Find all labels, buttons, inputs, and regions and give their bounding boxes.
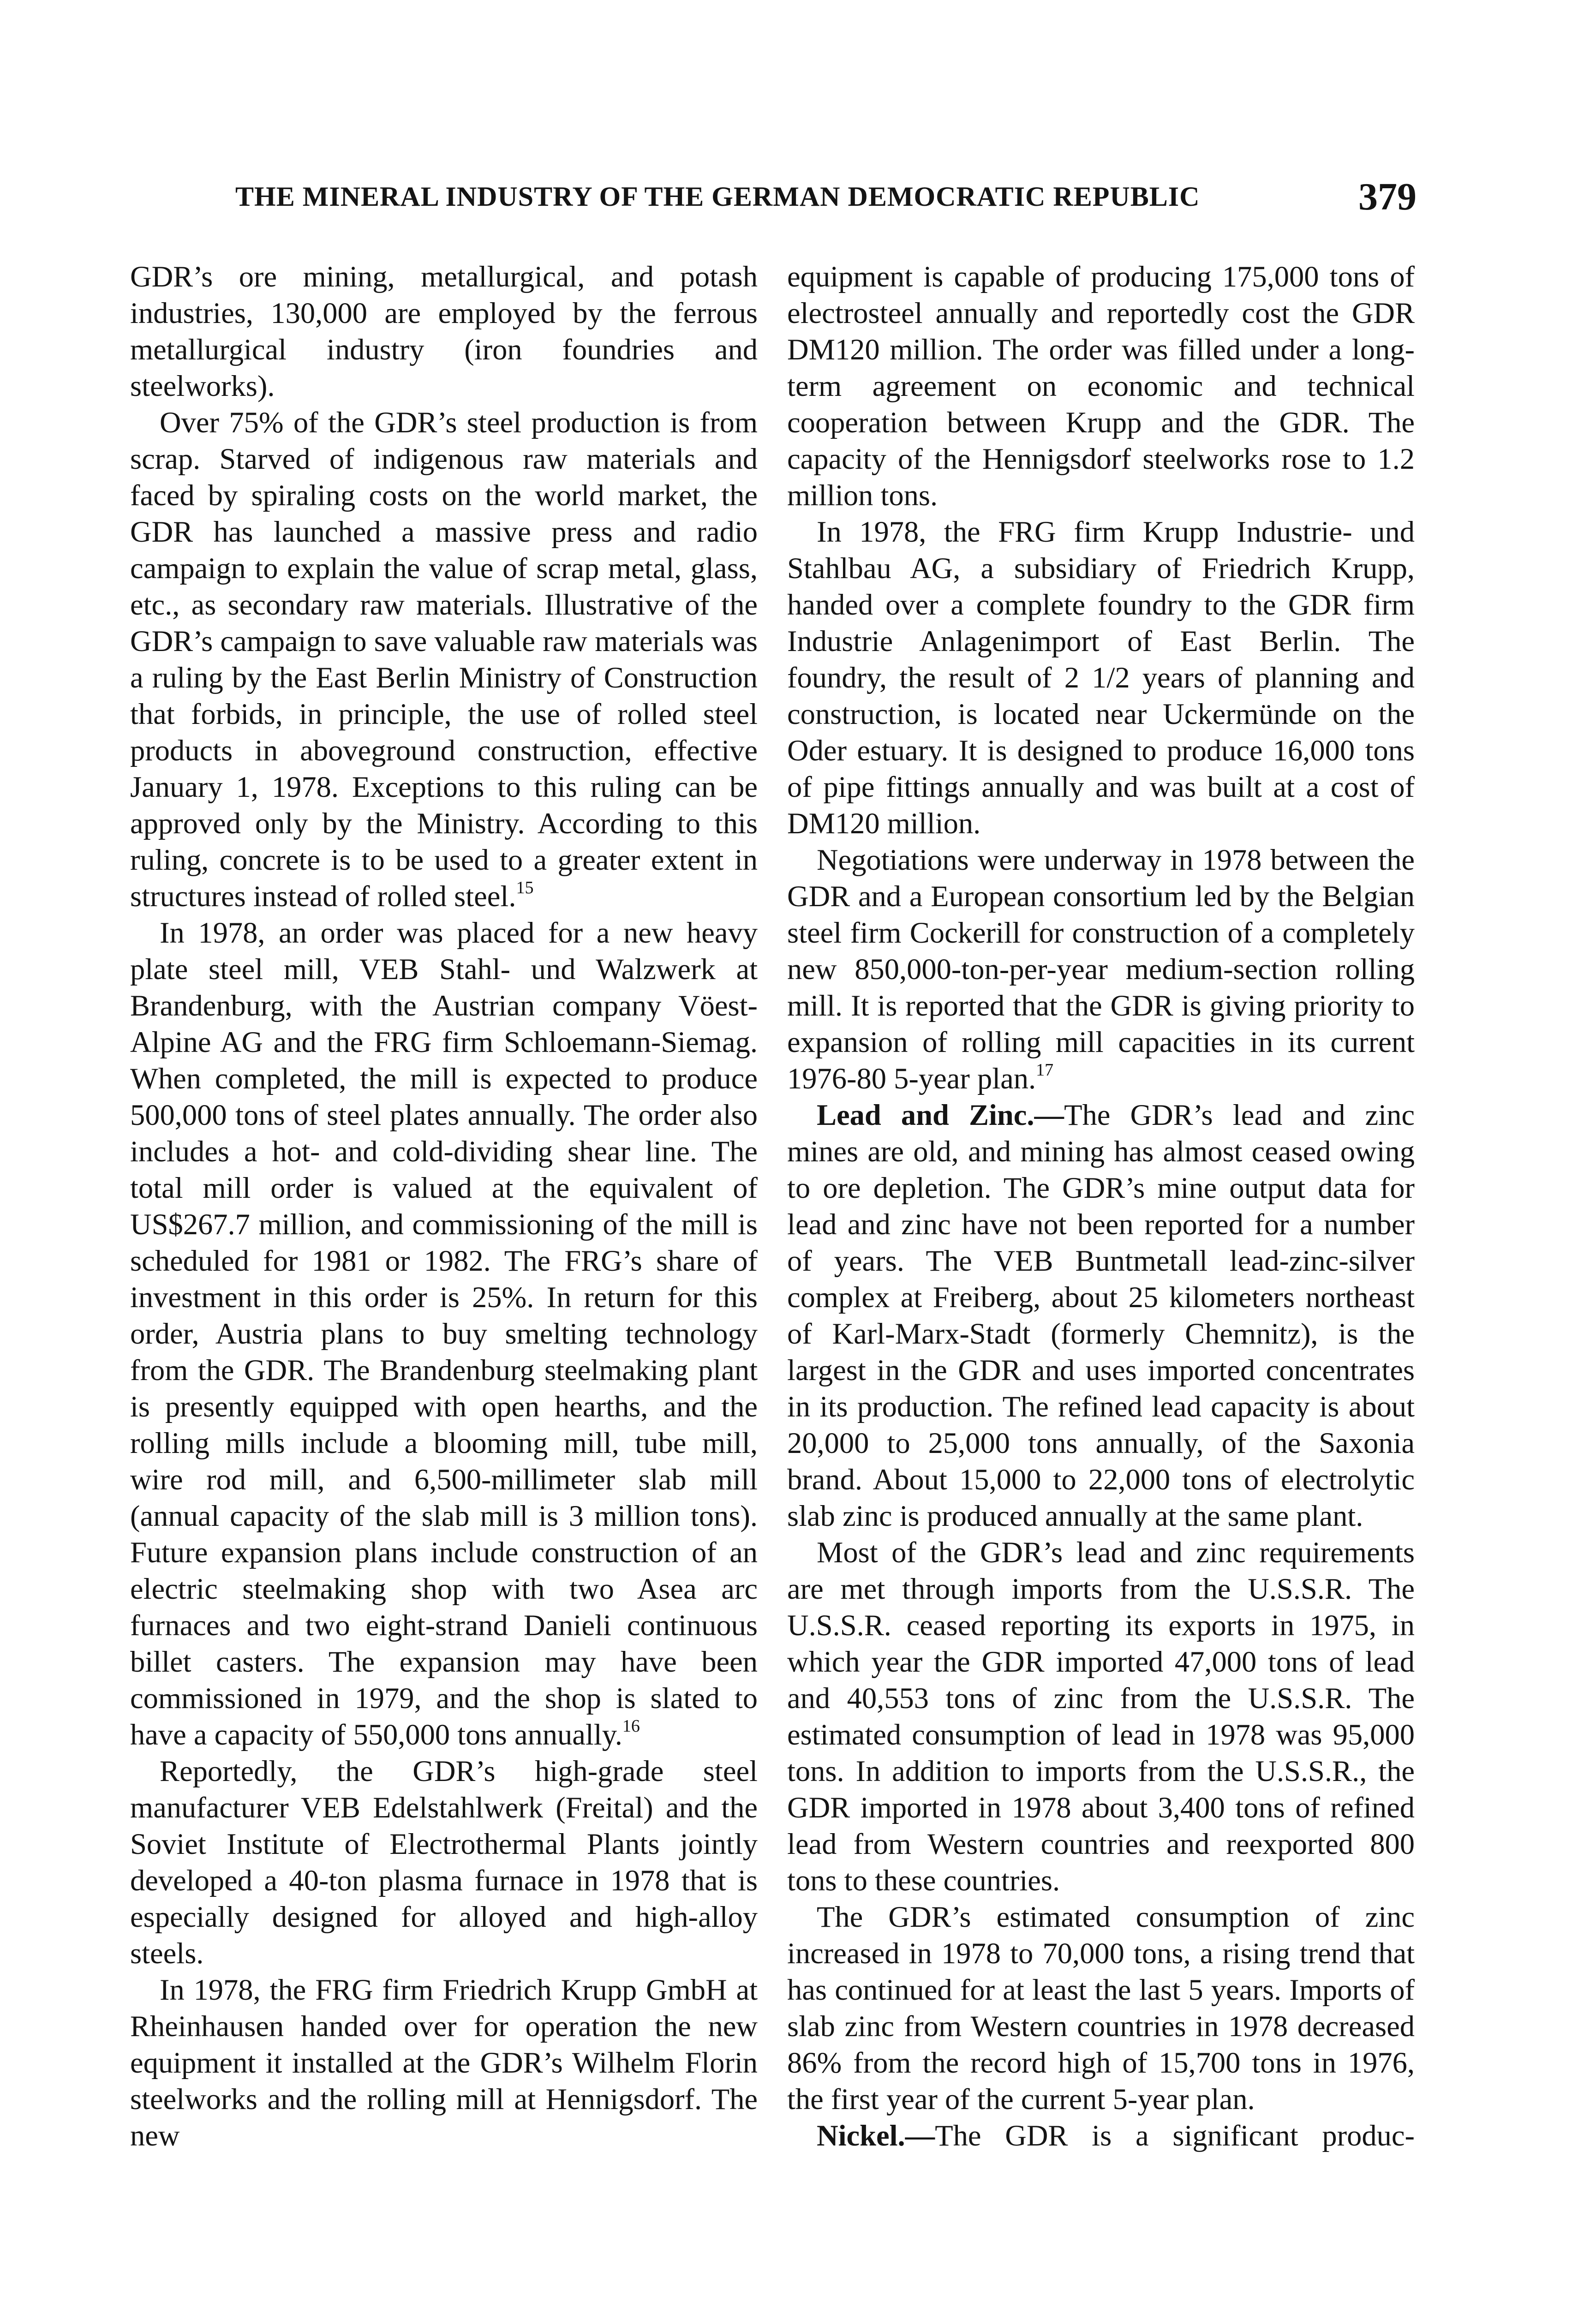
left-column bbox=[130, 258, 758, 2154]
paragraph-text: equipment is capable of producing 175,000 tons of electrosteel annually and reportedly cost the GDR DM120 million. The order was filled under a long-term agreement on economic and technical cooperation between Krupp and the GDR. The capacity of the Hennigsdorf steelworks rose to 1.2 million tons. bbox=[787, 260, 1415, 512]
section-heading: Nickel.— bbox=[817, 2119, 935, 2152]
paragraph-text: Reportedly, the GDR’s high-grade steel manufacturer VEB Edelstahlwerk (Freital) and the Soviet Institute of Electrothermal Plants jointly developed a 40-ton plasma furnace in 1978 that is especially designed for alloyed and high-alloy steels. bbox=[130, 1755, 758, 1970]
section-heading: Lead and Zinc.— bbox=[817, 1099, 1064, 1131]
paragraph bbox=[787, 1534, 1415, 1899]
paragraph bbox=[787, 1899, 1415, 2117]
paragraph-text: In 1978, the FRG firm Friedrich Krupp GmbH at Rheinhausen handed over for operation the new equipment it installed at the GDR’s Wilhelm Florin steelworks and the rolling mill at Hennigsdorf. The new bbox=[130, 1973, 758, 2152]
footnote-ref: 17 bbox=[1036, 1060, 1054, 1080]
paragraph bbox=[130, 404, 758, 914]
page-number: 379 bbox=[1358, 175, 1417, 218]
paragraph-text: Over 75% of the GDR’s steel production is from scrap. Starved of indigenous raw materials and faced by spiraling costs on the world market, the GDR has launched a massive press and radio campaign to explain the value of scrap metal, glass, etc., as secondary raw materials. Illustrative of the GDR’s campaign to save valuable raw materials was a ruling by the East Berlin Ministry of Construction that forbids, in principle, the use of rolled steel products in aboveground construction, effective January 1, 1978. Exceptions to this ruling can be approved only by the Ministry. According to this ruling, concrete is to be used to a greater extent in structures instead of rolled steel. bbox=[130, 406, 758, 913]
paragraph-text: GDR’s ore mining, metallurgical, and potash industries, 130,000 are employed by the ferrous metallurgical industry (iron foundries and steelworks). bbox=[130, 260, 758, 402]
paragraph-text: Most of the GDR’s lead and zinc requirements are met through imports from the U.S.S.R. The U.S.S.R. ceased reporting its exports in 1975, in which year the GDR imported 47,000 tons of lead and 40,553 tons of zinc from the U.S.S.R. The estimated consumption of lead in 1978 was 95,000 tons. In addition to imports from the U.S.S.R., the GDR imported in 1978 about 3,400 tons of refined lead from Western countries and reexported 800 tons to these countries. bbox=[787, 1536, 1415, 1897]
paragraph bbox=[787, 514, 1415, 842]
paragraph-text: In 1978, the FRG firm Krupp Industrie- und Stahlbau AG, a subsidiary of Friedrich Krupp, handed over a complete foundry to the GDR firm Industrie Anlagenimport of East Berlin. The foundry, the result of 2 1/2 years of planning and construction, is located near Uckermünde on the Oder estuary. It is designed to produce 16,000 tons of pipe fittings annually and was built at a cost of DM120 million. bbox=[787, 515, 1415, 840]
paragraph bbox=[130, 258, 758, 404]
running-title: THE MINERAL INDUSTRY OF THE GERMAN DEMOCRATIC REPUBLIC bbox=[235, 181, 1200, 212]
paragraph-text: The GDR’s lead and zinc mines are old, and mining has almost ceased owing to ore depletion. The GDR’s mine output data for lead and zinc have not been reported for a number of years. The VEB Buntmetall lead-zinc-silver complex at Freiberg, about 25 kilometers northeast of Karl-Marx-Stadt (formerly Chemnitz), is the largest in the GDR and uses imported concentrates in its production. The refined lead capacity is about 20,000 to 25,000 tons annually, of the Saxonia brand. About 15,000 to 22,000 tons of electrolytic slab zinc is produced annually at the same plant. bbox=[787, 1099, 1415, 1532]
paragraph bbox=[130, 1972, 758, 2154]
running-head bbox=[235, 174, 1417, 225]
paragraph-text: Negotiations were underway in 1978 between the GDR and a European consortium led by the Belgian steel firm Cockerill for construction of a completely new 850,000-ton-per-year medium-section rolling mill. It is reported that the GDR is giving priority to expansion of rolling mill capacities in its current 1976-80 5-year plan. bbox=[787, 843, 1415, 1095]
paragraph bbox=[787, 2117, 1415, 2154]
paragraph-text: The GDR’s estimated consumption of zinc increased in 1978 to 70,000 tons, a rising trend that has continued for at least the last 5 years. Imports of slab zinc from Western countries in 1978 decreased 86% from the record high of 15,700 tons in 1976, the first year of the current 5-year plan. bbox=[787, 1901, 1415, 2116]
paragraph bbox=[787, 258, 1415, 514]
footnote-ref: 16 bbox=[622, 1716, 640, 1736]
paragraph bbox=[787, 1097, 1415, 1534]
paragraph-text: The GDR is a significant produc- bbox=[935, 2119, 1415, 2152]
paragraph bbox=[130, 1753, 758, 1972]
paragraph bbox=[130, 914, 758, 1753]
paragraph-text: In 1978, an order was placed for a new heavy plate steel mill, VEB Stahl- und Walzwerk at Brandenburg, with the Austrian company Vöest-Alpine AG and the FRG firm Schloemann-Siemag. When completed, the mill is expected to produce 500,000 tons of steel plates annually. The order also includes a hot- and cold-dividing shear line. The total mill order is valued at the equivalent of US$267.7 million, and commissioning of the mill is scheduled for 1981 or 1982. The FRG’s share of investment in this order is 25%. In return for this order, Austria plans to buy smelting technology from the GDR. The Brandenburg steelmaking plant is presently equipped with open hearths, and the rolling mills include a blooming mill, tube mill, wire rod mill, and 6,500-millimeter slab mill (annual capacity of the slab mill is 3 million tons). Future expansion plans include construction of an electric steelmaking shop with two Asea arc furnaces and two eight-strand Danieli continuous billet casters. The expansion may have been commissioned in 1979, and the shop is slated to have a capacity of 550,000 tons annually. bbox=[130, 916, 758, 1751]
footnote-ref: 15 bbox=[516, 878, 534, 897]
right-column bbox=[787, 258, 1415, 2154]
paragraph bbox=[787, 842, 1415, 1097]
